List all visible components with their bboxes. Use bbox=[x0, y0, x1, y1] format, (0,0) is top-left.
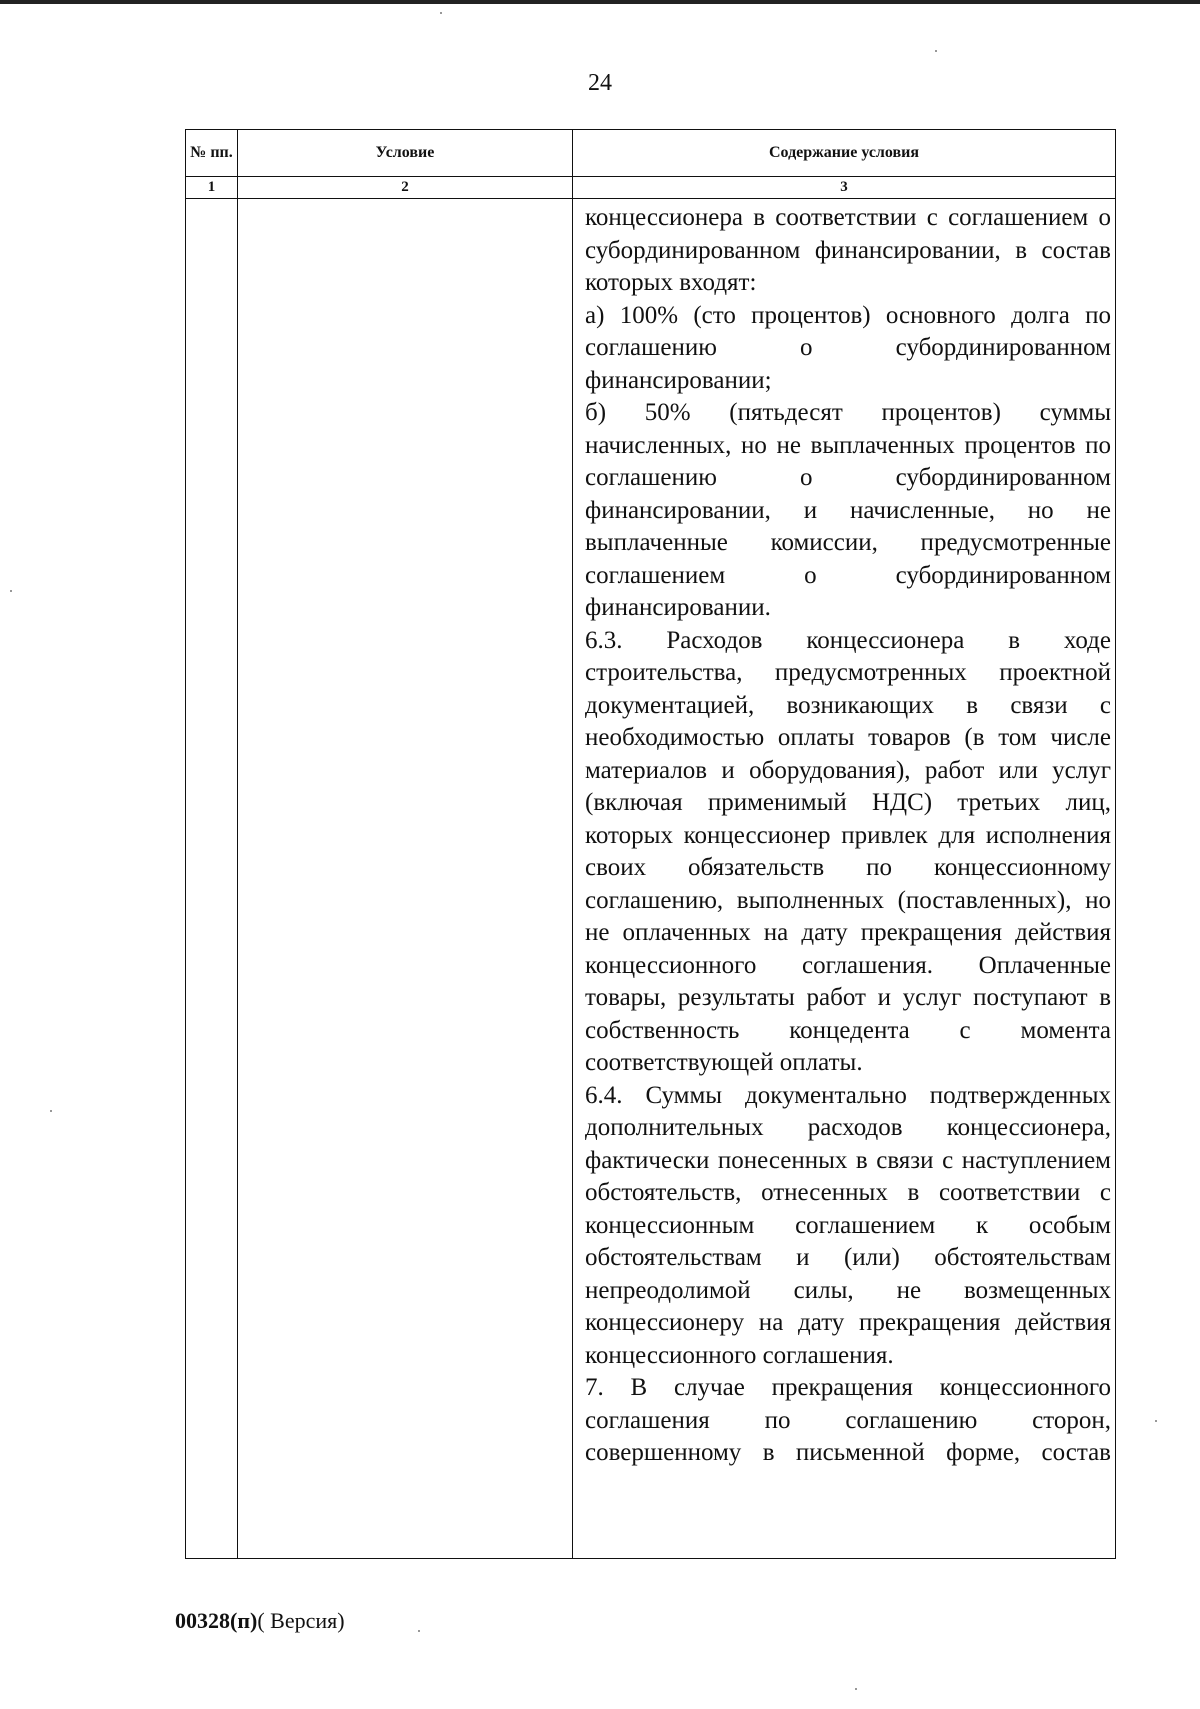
header-content: Содержание условия bbox=[573, 130, 1116, 177]
column-number-3: 3 bbox=[573, 177, 1116, 199]
content-paragraph: 7. В случае прекращения концессионного соглашения по соглашению сторон, совершенному в письменной форме, состав bbox=[585, 1374, 1111, 1466]
scan-speck bbox=[418, 1630, 420, 1632]
content-paragraph: а) 100% (сто процентов) основного долга по соглашению о субординированном финансировании; bbox=[585, 301, 1111, 394]
table-row bbox=[186, 199, 1116, 1559]
content-paragraph: б) 50% (пятьдесят процентов) суммы начисленных, но не выплаченных процентов по соглашению о субординированном финансировании, и начисленные, но не выплаченные комиссии, предусмотренные соглашением о субординированном финансировании. bbox=[585, 399, 1111, 621]
scan-top-edge bbox=[0, 0, 1200, 4]
content-text bbox=[573, 199, 1115, 1470]
column-number-2: 2 bbox=[238, 177, 573, 199]
document-version: ( Версия) bbox=[257, 1608, 345, 1633]
scan-speck bbox=[440, 12, 442, 14]
scan-speck bbox=[855, 1688, 857, 1690]
header-num: № пп. bbox=[186, 130, 238, 177]
table-header-row bbox=[186, 130, 1116, 177]
row-content-cell bbox=[573, 199, 1116, 1559]
scan-speck bbox=[10, 590, 12, 592]
document-footer bbox=[175, 1608, 345, 1634]
content-paragraph: 6.3. Расходов концессионера в ходе строительства, предусмотренных проектной документацией, возникающих в связи с необходимостью оплаты товаров (в том числе материалов и оборудования), работ или услуг (включая применимый НДС) третьих лиц, которых концессионер привлек для исполнения своих обязательств по концессионному соглашению, выполненных (поставленных), но не оплаченных на дату прекращения действия концессионного соглашения. Оплаченные товары, результаты работ и услуг поступают в собственность концедента с момента соответствующей оплаты. bbox=[585, 626, 1111, 1076]
document-code: 00328(п) bbox=[175, 1608, 258, 1633]
scan-speck bbox=[935, 50, 937, 52]
content-paragraph: 6.4. Суммы документально подтвержденных дополнительных расходов концессионера, фактически понесенных в связи с наступлением обстоятельств, отнесенных в соответствии с концессионным соглашением к особым обстоятельствам и (или) обстоятельствам непреодолимой силы, не возмещенных концессионеру на дату прекращения действия концессионного соглашения. bbox=[585, 1081, 1111, 1369]
row-num-cell bbox=[186, 199, 238, 1559]
header-condition: Условие bbox=[238, 130, 573, 177]
column-number-1: 1 bbox=[186, 177, 238, 199]
content-paragraph: концессионера в соответствии с соглашением о субординированном финансировании, в состав которых входят: bbox=[585, 204, 1111, 296]
scan-speck bbox=[50, 1110, 52, 1112]
page-number: 24 bbox=[588, 70, 612, 96]
scan-speck bbox=[1155, 1420, 1157, 1422]
conditions-table bbox=[185, 129, 1116, 1559]
column-number-row bbox=[186, 177, 1116, 199]
row-condition-cell bbox=[238, 199, 573, 1559]
